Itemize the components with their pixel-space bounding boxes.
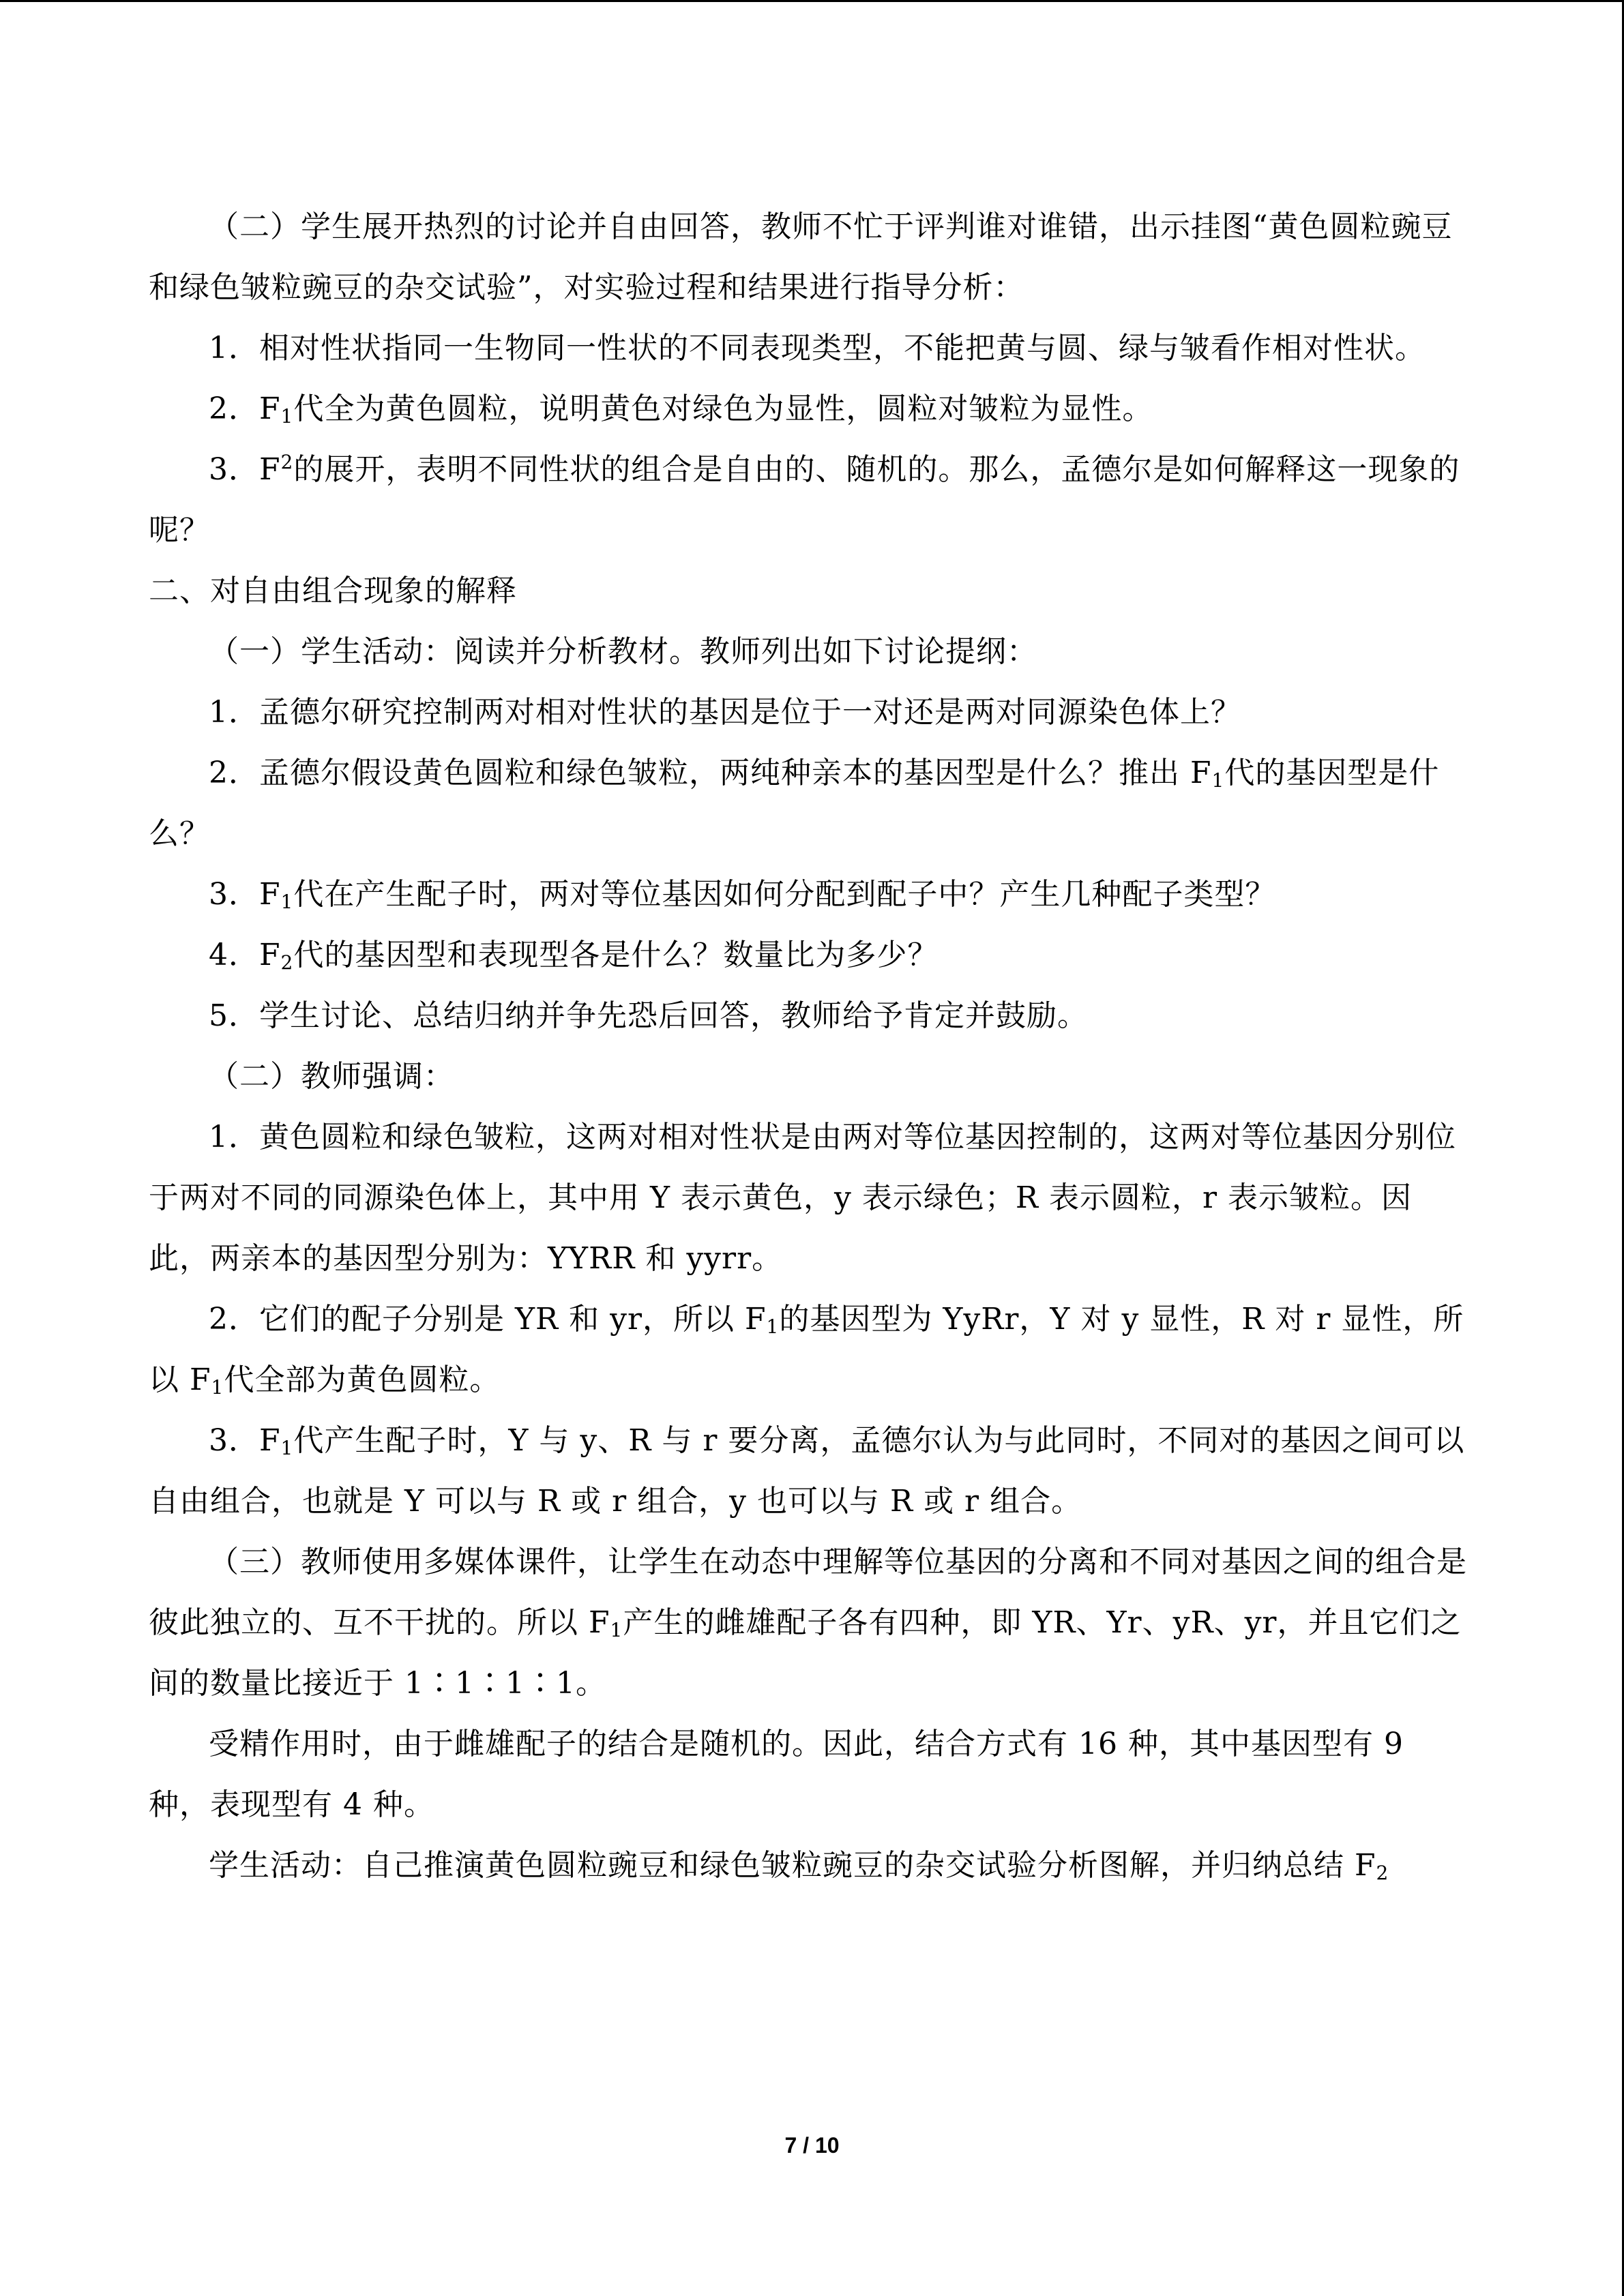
page-border-top: [0, 0, 1624, 2]
paragraph: （二）学生展开热烈的讨论并自由回答，教师不忙于评判谁对谁错，出示挂图“黄色圆粒豌豆和绿色皱粒豌豆的杂交试验”，对实验过程和结果进行指导分析：: [149, 209, 1453, 305]
paragraph: 5．学生讨论、总结归纳并争先恐后回答，教师给予肯定并鼓励。: [209, 998, 1088, 1033]
paragraph: 2．孟德尔假设黄色圆粒和绿色皱粒，两纯种亲本的基因型是什么？推出 $F_1$代的基因型是什么？: [149, 756, 1440, 851]
paragraph: 2．它们的配子分别是 YR 和 yr，所以 $F_1$的基因型为 YyRr，Y 对 y 显性，R 对 r 显性，所以 $F_1$代全部为黄色圆粒。: [149, 1302, 1464, 1399]
paragraph: 1．黄色圆粒和绿色皱粒，这两对相对性状是由两对等位基因控制的，这两对等位基因分别位于两对不同的同源染色体上，其中用 Y 表示黄色，y 表示绿色；R 表示圆粒，r 表示皱粒。因此，两亲本的基因型分别为：YYRR 和 yyrr。: [149, 1120, 1456, 1276]
page-number: 7 / 10: [784, 2133, 840, 2158]
paragraph: 1．相对性状指同一生物同一性状的不同表现类型，不能把黄与圆、绿与皱看作相对性状。: [209, 331, 1426, 366]
section-heading: 二、对自由组合现象的解释: [149, 573, 517, 608]
paragraph: 3．$F^2$的展开，表明不同性状的组合是自由的、随机的。那么，孟德尔是如何解释这一现象的呢？: [149, 451, 1460, 548]
paragraph: 1．孟德尔研究控制两对相对性状的基因是位于一对还是两对同源染色体上？: [209, 695, 1241, 730]
paragraph: 受精作用时，由于雌雄配子的结合是随机的。因此，结合方式有 16 种，其中基因型有 9 种，表现型有 4 种。: [149, 1727, 1414, 1822]
paragraph: 2．$F_1$代全为黄色圆粒，说明黄色对绿色为显性，圆粒对皱粒为显性。: [209, 391, 1153, 428]
paragraph: （一）学生活动：阅读并分析教材。教师列出如下讨论提纲：: [209, 634, 1037, 669]
paragraph: （二）教师强调：: [209, 1059, 454, 1094]
paragraph: 3．$F_1$代产生配子时，Y 与 y、R 与 r 要分离，孟德尔认为与此同时，不同对的基因之间可以自由组合，也就是 Y 可以与 R 或 r 组合，y 也可以与 R 或 r 组合。: [149, 1423, 1465, 1519]
paragraph: （三）教师使用多媒体课件，让学生在动态中理解等位基因的分离和不同对基因之间的组合是彼此独立的、互不干扰的。所以 $F_1$产生的雌雄配子各有四种，即 YR、Yr、yR、yr，并且它们之间的数量比接近于 1∶1∶1∶1。: [149, 1545, 1467, 1701]
paragraph: 学生活动：自己推演黄色圆粒豌豆和绿色皱粒豌豆的杂交试验分析图解，并归纳总结 $F_2$: [209, 1848, 1389, 1884]
paragraph: 3．$F_1$代在产生配子时，两对等位基因如何分配到配子中？产生几种配子类型？: [209, 877, 1276, 913]
document-body: [149, 196, 1472, 1896]
paragraph: 4．$F_2$代的基因型和表现型各是什么？数量比为多少？: [209, 938, 939, 974]
